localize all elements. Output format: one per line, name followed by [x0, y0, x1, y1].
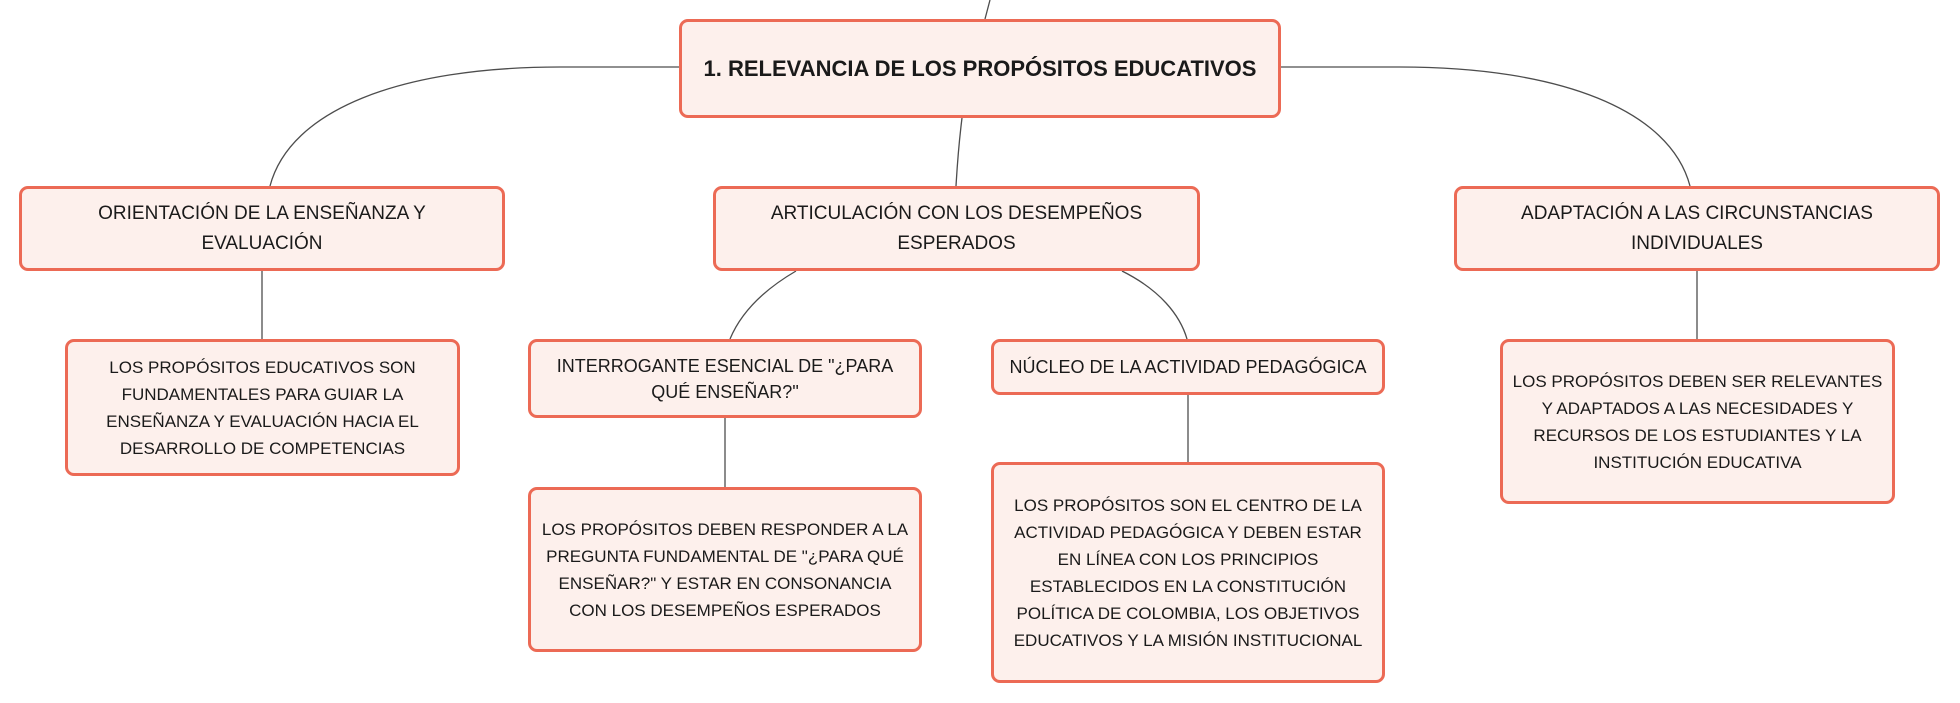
branch-orientacion-label: ORIENTACIÓN DE LA ENSEÑANZA Y EVALUACIÓN: [98, 202, 426, 254]
connector-central-to-branch-1: [270, 67, 679, 186]
branch-adaptacion-label: ADAPTACIÓN A LAS CIRCUNSTANCIAS INDIVIDUALES: [1521, 202, 1873, 254]
branch-articulacion[interactable]: [713, 186, 1200, 271]
connector-branch-2-to-subtopic-1: [730, 271, 796, 339]
subtopic-nucleo[interactable]: [991, 339, 1385, 395]
connector-central-to-branch-2: [956, 118, 962, 186]
detail-orientacion[interactable]: [65, 339, 460, 476]
subtopic-nucleo-label: NÚCLEO DE LA ACTIVIDAD PEDAGÓGICA: [1009, 357, 1367, 377]
branch-adaptacion[interactable]: [1454, 186, 1940, 271]
central-topic[interactable]: [679, 19, 1281, 118]
detail-nucleo[interactable]: [991, 462, 1385, 683]
connector-central-to-branch-3: [1281, 67, 1690, 186]
subtopic-interrogante[interactable]: [528, 339, 922, 418]
branch-articulacion-label: ARTICULACIÓN CON LOS DESEMPEÑOS ESPERADOS: [770, 202, 1143, 254]
subtopic-interrogante-label: INTERROGANTE ESENCIAL DE "¿PARA QUÉ ENSEÑAR?": [556, 355, 894, 402]
detail-adaptacion-text: LOS PROPÓSITOS DEBEN SER RELEVANTES Y ADAPTADOS A LAS NECESIDADES Y RECURSOS DE LOS ESTUDIANTES Y LA INSTITUCIÓN EDUCATIVA: [1512, 371, 1883, 472]
detail-interrogante[interactable]: [528, 487, 922, 652]
detail-orientacion-text: LOS PROPÓSITOS EDUCATIVOS SON FUNDAMENTALES PARA GUIAR LA ENSEÑANZA Y EVALUACIÓN HACIA EL DESARROLLO DE COMPETENCIAS: [106, 357, 419, 458]
branch-orientacion[interactable]: [19, 186, 505, 271]
detail-adaptacion[interactable]: [1500, 339, 1895, 504]
connector-branch-2-to-subtopic-2: [1122, 271, 1187, 339]
connector-from-parent: [985, 0, 990, 19]
detail-nucleo-text: LOS PROPÓSITOS SON EL CENTRO DE LA ACTIVIDAD PEDAGÓGICA Y DEBEN ESTAR EN LÍNEA CON LOS PRINCIPIOS ESTABLECIDOS EN LA CONSTITUCIÓN POLÍTICA DE COLOMBIA, LOS OBJETIVOS EDUCATIVOS Y LA MISIÓN INSTITUCIONAL: [1013, 495, 1363, 650]
detail-interrogante-text: LOS PROPÓSITOS DEBEN RESPONDER A LA PREGUNTA FUNDAMENTAL DE "¿PARA QUÉ ENSEÑAR?" Y ESTAR EN CONSONANCIA CON LOS DESEMPEÑOS ESPERADOS: [541, 519, 909, 620]
central-topic-title: 1. RELEVANCIA DE LOS PROPÓSITOS EDUCATIVOS: [703, 55, 1257, 81]
